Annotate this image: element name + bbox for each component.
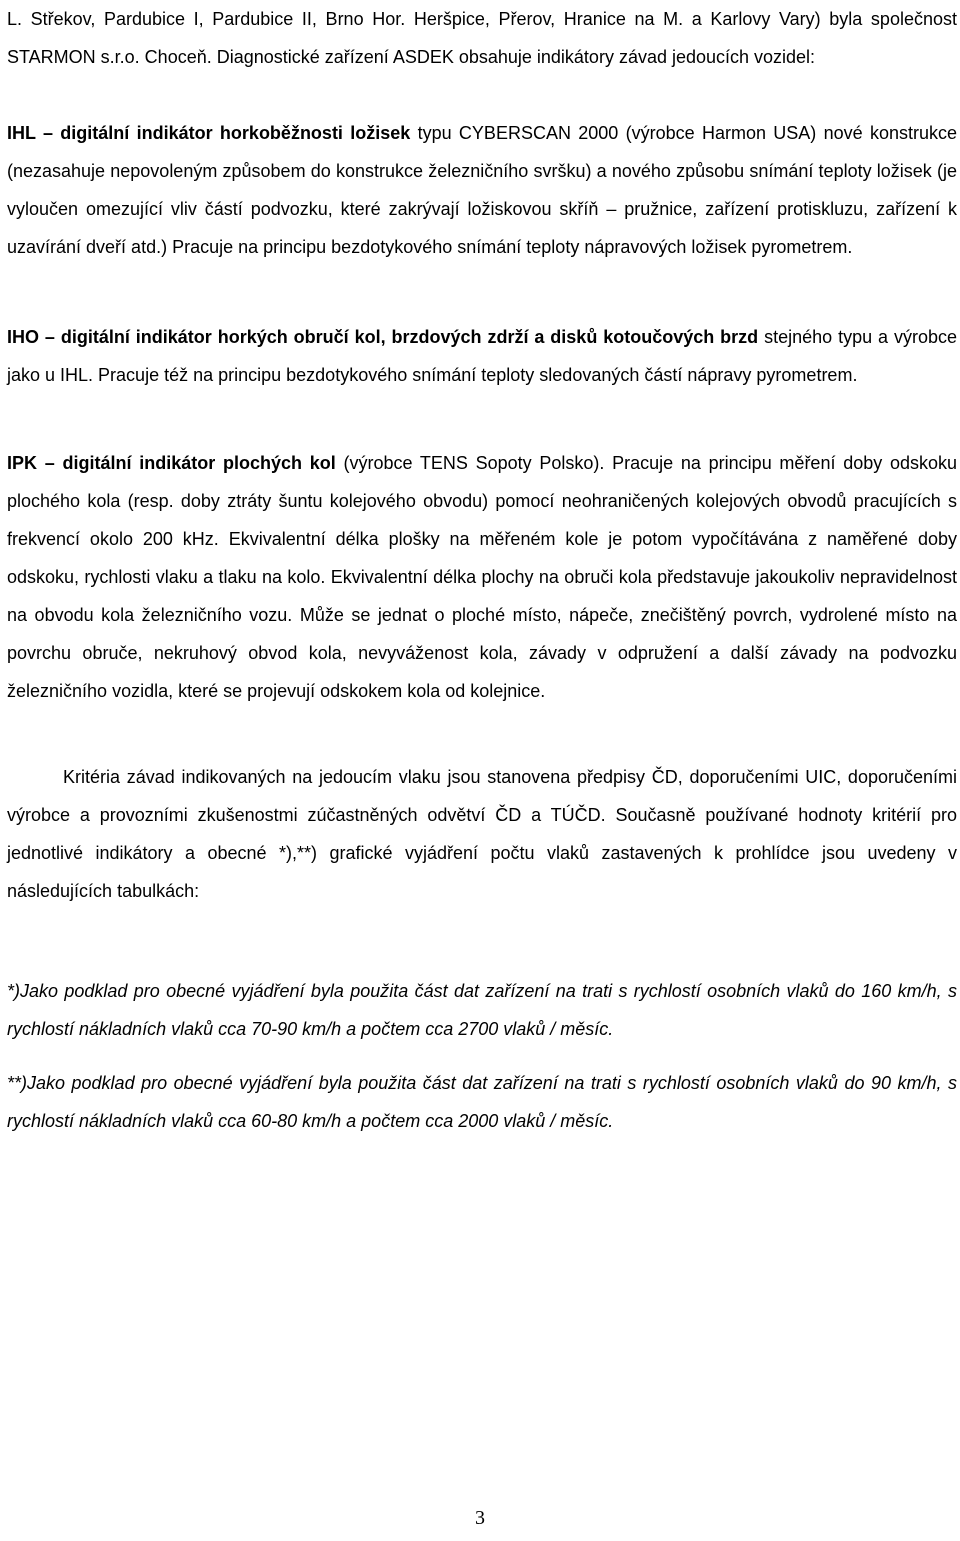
iho-text: stejného typu a výrobce jako u IHL. Pracuje též na principu bezdotykového snímání teploty sledovaných částí nápravy pyrometrem. [7, 327, 957, 385]
page-number: 3 [475, 1507, 485, 1529]
iho-paragraph [7, 318, 957, 394]
footnote-double-star: **)Jako podklad pro obecné vyjádření byla použita část dat zařízení na trati s rychlostí osobních vlaků do 90 km/h, s rychlostí nákladních vlaků cca 60-80 km/h a počtem cca 2000 vlaků / měsíc. [7, 1073, 957, 1131]
ipk-text: (výrobce TENS Sopoty Polsko). Pracuje na principu měření doby odskoku plochého kola (resp. doby ztráty šuntu kolejového obvodu) pomocí neohraničených kolejových obvodů pracujících s frekvencí okolo 200 kHz. Ekvivalentní délka plošky na měřeném kole je potom vypočítávána z naměřené doby odskoku, rychlosti vlaku a tlaku na kolo. Ekvivalentní délka plochy na obruči kola představuje jakoukoliv nepravidelnost na obvodu kola železničního vozu. Může se jednat o ploché místo, nápeče, znečištěný povrch, vydrolené místo na povrchu obruče, nekruhový obvod kola, nevyváženost kola, závady v odpružení a další závady na podvozku železničního vozidla, které se projevují odskokem kola od kolejnice. [7, 453, 957, 701]
footnote-single-star: *)Jako podklad pro obecné vyjádření byla použita část dat zařízení na trati s rychlostí osobních vlaků do 160 km/h, s rychlostí nákladních vlaků cca 70-90 km/h a počtem cca 2700 vlaků / měsíc. [7, 981, 957, 1039]
criteria-paragraph: Kritéria závad indikovaných na jedoucím vlaku jsou stanovena předpisy ČD, doporučeními UIC, doporučeními výrobce a provozními zkušenostmi zúčastněných odvětví ČD a TÚČD. Současně používané hodnoty kritérií pro jednotlivé indikátory a obecné *),**) grafické vyjádření počtu vlaků zastavených k prohlídce jsou uvedeny v následujících tabulkách: [7, 767, 957, 901]
intro-paragraph: L. Střekov, Pardubice I, Pardubice II, Brno Hor. Heršpice, Přerov, Hranice na M. a Karlovy Vary) byla společnost STARMON s.r.o. Choceň. Diagnostické zařízení ASDEK obsahuje indikátory závad jedoucích vozidel: [7, 9, 957, 67]
iho-heading: IHO – digitální indikátor horkých obručí kol, brzdových zdrží a disků kotoučových brzd [7, 327, 759, 347]
ipk-paragraph [7, 444, 957, 710]
ihl-text: typu CYBERSCAN 2000 (výrobce Harmon USA) nové konstrukce (nezasahuje nepovoleným způsobem do konstrukce železničního svršku) a nového způsobu snímání teploty ložisek (je vyloučen omezující vliv částí podvozku, které zakrývají ložiskovou skříň – pružnice, zařízení protiskluzu, zařízení k uzavírání dveří atd.) Pracuje na principu bezdotykového snímání teploty nápravových ložisek pyrometrem. [7, 123, 957, 257]
ihl-heading: IHL – digitální indikátor horkoběžnosti ložisek [7, 123, 411, 143]
ipk-heading: IPK – digitální indikátor plochých kol [7, 453, 336, 473]
ihl-paragraph [7, 114, 957, 266]
